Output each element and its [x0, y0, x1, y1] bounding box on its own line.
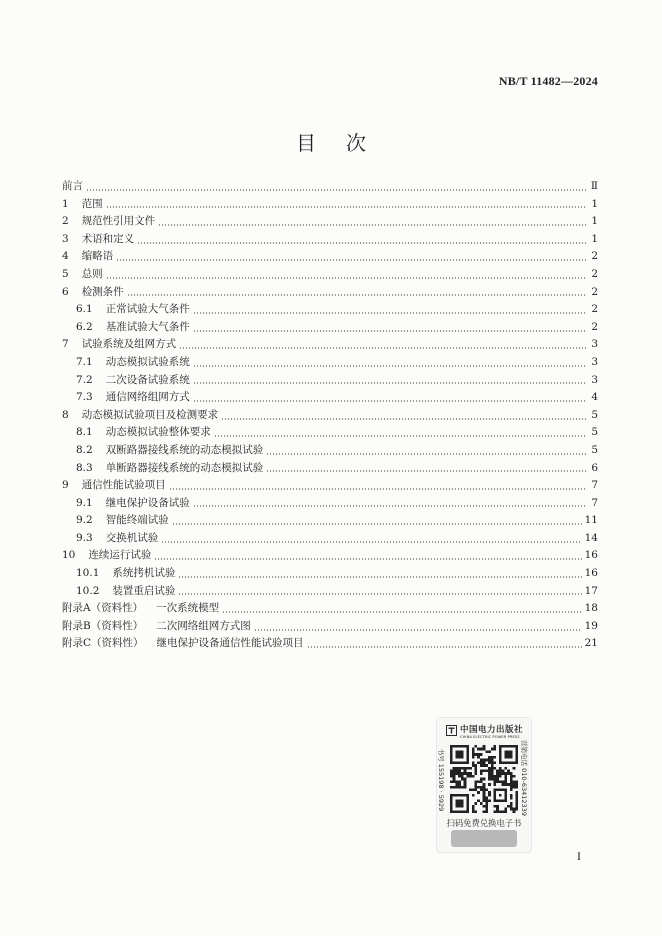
toc-leader — [193, 505, 587, 507]
toc-label: 通信网络组网方式 — [105, 391, 190, 404]
toc-page: 4 — [591, 391, 598, 404]
toc-label: 继电保护设备通信性能试验项目 — [156, 637, 304, 650]
toc-page: 2 — [591, 303, 598, 316]
toc-entry — [62, 319, 598, 337]
toc-page: 11 — [584, 514, 598, 527]
toc-leader — [193, 330, 587, 332]
toc-label: 基准试验大气条件 — [105, 320, 190, 333]
toc-label: 双断路器接线系统的动态模拟试验 — [105, 443, 264, 456]
toc-page: 3 — [591, 373, 598, 386]
toc-number: 5 — [62, 267, 69, 280]
sticker-caption: 扫码免费兑换电子书 — [446, 818, 522, 828]
toc-page: 21 — [584, 637, 598, 650]
toc-page: 1 — [591, 232, 598, 245]
toc-page: Ⅱ — [590, 180, 598, 192]
toc-number: 4 — [62, 250, 69, 263]
toc-entry — [62, 424, 598, 442]
toc-number: 7.1 — [76, 355, 93, 368]
toc-label: 二次网络组网方式图 — [156, 619, 251, 632]
toc-number: 3 — [62, 232, 69, 245]
toc-leader — [193, 382, 587, 384]
toc-label: 动态模拟试验系统 — [105, 355, 190, 368]
toc-number: 9.3 — [76, 531, 93, 544]
toc-entry — [62, 600, 598, 618]
toc-label: 动态模拟试验项目及检测要求 — [81, 408, 219, 421]
toc-entry — [62, 213, 598, 231]
toc-entry — [62, 301, 598, 319]
toc-entry — [62, 565, 598, 583]
toc-leader — [154, 558, 581, 560]
toc-leader — [307, 646, 582, 648]
toc-label: 检测条件 — [81, 285, 124, 298]
toc-entry — [62, 512, 598, 530]
toc-number: 8.2 — [76, 443, 93, 456]
toc-entry — [62, 547, 598, 565]
ebook-qr-sticker — [437, 718, 531, 852]
toc-leader — [193, 400, 587, 402]
toc-number: 8.3 — [76, 461, 93, 474]
toc-entry — [62, 196, 598, 214]
toc-leader — [193, 312, 587, 314]
toc-page: 16 — [584, 549, 598, 562]
book-number: 书号 155198 · 5929 — [437, 748, 445, 812]
toc-entry — [62, 460, 598, 478]
publisher-logo-icon — [446, 725, 457, 736]
toc-leader — [222, 611, 582, 613]
toc-label: 规范性引用文件 — [81, 215, 156, 228]
toc-leader — [221, 418, 587, 420]
page-number: I — [577, 849, 581, 863]
table-of-contents — [62, 178, 598, 653]
toc-label: 试验系统及组网方式 — [81, 338, 177, 351]
toc-label: 缩略语 — [81, 250, 114, 263]
toc-entry — [62, 495, 598, 513]
toc-page: 2 — [591, 250, 598, 263]
toc-entry — [62, 231, 598, 249]
toc-leader — [266, 470, 587, 472]
toc-number: 7.3 — [76, 391, 93, 404]
toc-label: 前言 — [62, 180, 83, 192]
toc-label: 单断路器接线系统的动态模拟试验 — [105, 461, 264, 474]
toc-page: 7 — [591, 479, 598, 492]
toc-page: 17 — [584, 584, 598, 597]
toc-number: 9 — [62, 479, 69, 492]
toc-number: 9.1 — [76, 496, 93, 509]
toc-leader — [193, 365, 587, 367]
publisher-name: 中国电力出版社 — [460, 725, 524, 735]
toc-label: 交换机试验 — [105, 531, 159, 544]
toc-page: 2 — [591, 320, 598, 333]
toc-page: 19 — [584, 619, 598, 632]
toc-entry — [62, 618, 598, 636]
toc-leader — [254, 629, 582, 631]
toc-number: 9.2 — [76, 514, 93, 527]
scratch-code-area — [451, 830, 517, 847]
toc-page: 1 — [591, 215, 598, 228]
toc-label: 通信性能试验项目 — [81, 479, 166, 492]
standard-code: NB/T 11482—2024 — [498, 74, 598, 88]
toc-leader — [179, 347, 587, 349]
toc-entry — [62, 389, 598, 407]
toc-number: 附录C（资料性） — [62, 637, 144, 650]
toc-leader — [137, 242, 587, 244]
toc-entry — [62, 442, 598, 460]
toc-entry — [62, 336, 598, 354]
toc-label: 总则 — [81, 267, 103, 280]
toc-label: 范围 — [81, 197, 103, 210]
toc-number: 6.1 — [76, 303, 93, 316]
toc-entry — [62, 530, 598, 548]
toc-entry — [62, 583, 598, 601]
toc-entry — [62, 407, 598, 425]
toc-page: 3 — [591, 338, 598, 351]
toc-leader — [178, 576, 581, 578]
toc-number: 1 — [62, 197, 69, 210]
toc-number: 8.1 — [76, 426, 93, 439]
toc-label: 系统拷机试验 — [112, 567, 176, 580]
toc-entry — [62, 248, 598, 266]
toc-leader — [158, 224, 587, 226]
toc-label: 连续运行试验 — [88, 549, 152, 562]
toc-label: 术语和定义 — [81, 232, 135, 245]
toc-entry — [62, 354, 598, 372]
toc-number: 8 — [62, 408, 69, 421]
toc-leader — [86, 189, 587, 191]
toc-page: 18 — [584, 602, 598, 615]
toc-page: 1 — [591, 197, 598, 210]
toc-page: 5 — [591, 443, 598, 456]
publisher-name-en: CHINA ELECTRIC POWER PRESS — [460, 735, 520, 739]
toc-number: 10 — [62, 549, 76, 562]
toc-page: 3 — [591, 355, 598, 368]
toc-leader — [106, 206, 587, 208]
toc-leader — [178, 593, 581, 595]
sales-phone: 营销电话 010-63412339 — [520, 740, 528, 816]
toc-leader — [116, 259, 587, 261]
toc-number: 附录B（资料性） — [62, 619, 144, 632]
toc-page: 16 — [584, 567, 598, 580]
toc-label: 智能终端试验 — [105, 514, 169, 527]
qr-code[interactable] — [450, 745, 518, 813]
toc-page: 5 — [591, 408, 598, 421]
toc-label: 继电保护设备试验 — [105, 496, 190, 509]
toc-page: 2 — [591, 267, 598, 280]
toc-number: 2 — [62, 215, 69, 228]
toc-entry — [62, 372, 598, 390]
toc-page: 2 — [591, 285, 598, 298]
toc-entry — [62, 635, 598, 653]
toc-page: 14 — [584, 531, 598, 544]
toc-page: 5 — [591, 426, 598, 439]
toc-number: 7 — [62, 338, 69, 351]
toc-entry — [62, 284, 598, 302]
toc-entry — [62, 178, 598, 196]
toc-label: 正常试验大气条件 — [105, 303, 190, 316]
toc-label: 动态模拟试验整体要求 — [105, 426, 211, 439]
toc-number: 10.2 — [76, 584, 100, 597]
toc-leader — [169, 488, 587, 490]
toc-number: 7.2 — [76, 373, 93, 386]
toc-label: 装置重启试验 — [112, 584, 176, 597]
toc-leader — [266, 453, 587, 455]
page-title: 目 次 — [296, 131, 371, 155]
toc-number: 附录A（资料性） — [62, 602, 144, 615]
toc-number: 10.1 — [76, 567, 100, 580]
toc-number: 6 — [62, 285, 69, 298]
toc-leader — [161, 541, 581, 543]
toc-number: 6.2 — [76, 320, 93, 333]
toc-page: 7 — [591, 496, 598, 509]
toc-leader — [172, 523, 582, 525]
toc-leader — [106, 277, 587, 279]
toc-entry — [62, 477, 598, 495]
toc-entry — [62, 266, 598, 284]
toc-label: 一次系统模型 — [156, 602, 220, 615]
toc-page: 6 — [591, 461, 598, 474]
toc-leader — [214, 435, 587, 437]
toc-leader — [127, 294, 587, 296]
toc-label: 二次设备试验系统 — [105, 373, 190, 386]
